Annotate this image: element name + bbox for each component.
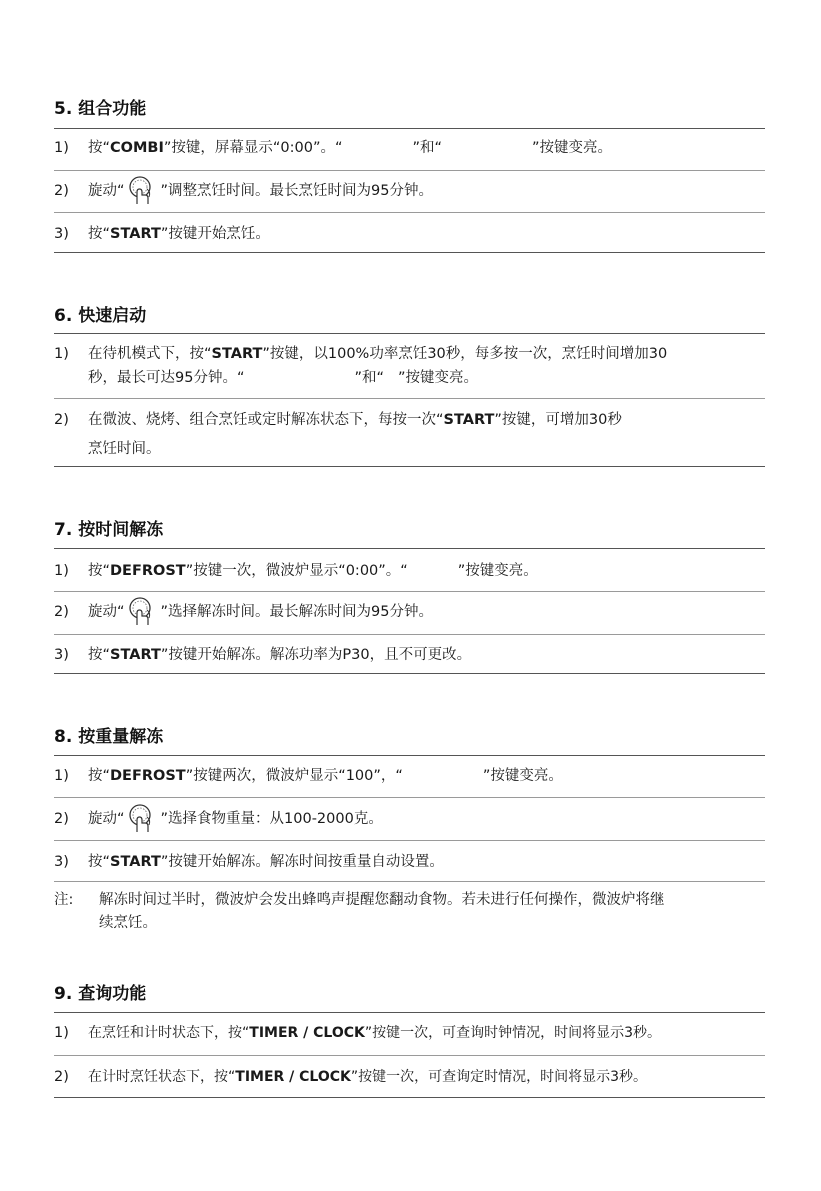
s9-item-1-num: 1)	[54, 1025, 69, 1041]
divider	[54, 673, 765, 674]
s7-item-3: 按“START”按键开始解冻。解冻功率为P30，且不可更改。	[88, 647, 472, 663]
divider	[54, 634, 765, 635]
timer-clock-key-label: TIMER / CLOCK	[249, 1025, 365, 1041]
s6-item-1-num: 1)	[54, 346, 69, 362]
s5-item-2-num: 2)	[54, 183, 69, 199]
s7-item-2: 旋动“ ”选择解冻时间。最长解冻时间为95分钟。	[88, 601, 433, 623]
divider	[54, 1012, 765, 1013]
s8-item-3: 按“START”按键开始解冻。解冻时间按重量自动设置。	[88, 854, 444, 870]
s8-item-3-num: 3)	[54, 854, 69, 870]
divider	[54, 212, 765, 213]
defrost-key-label: DEFROST	[110, 768, 186, 784]
defrost-key-label: DEFROST	[110, 563, 186, 579]
section-6-title: 6. 快速启动	[54, 306, 147, 326]
s5-item-1-num: 1)	[54, 140, 69, 156]
divider	[54, 333, 765, 334]
divider	[54, 398, 765, 399]
s8-item-2-num: 2)	[54, 811, 69, 827]
divider	[54, 548, 765, 549]
divider	[54, 128, 765, 129]
s9-item-1: 在烹饪和计时状态下，按“TIMER / CLOCK”按键一次，可查询时钟情况，时间将显示3秒。	[88, 1025, 662, 1041]
start-key-label: START	[211, 346, 263, 362]
s8-item-1: 按“DEFROST”按键两次，微波炉显示“100”，“ ”按键变亮。	[88, 768, 563, 784]
divider	[54, 840, 765, 841]
section-5-title: 5. 组合功能	[54, 99, 147, 119]
divider	[54, 1055, 765, 1056]
s7-item-1: 按“DEFROST”按键一次，微波炉显示“0:00”。“ ”按键变亮。	[88, 563, 538, 579]
section-9-title: 9. 查询功能	[54, 984, 147, 1004]
s6-item-2: 在微波、烧烤、组合烹饪或定时解冻状态下，每按一次“START”按键，可增加30秒	[88, 412, 622, 428]
start-key-label: START	[110, 226, 161, 242]
s7-item-2-num: 2)	[54, 604, 69, 620]
combi-key-label: COMBI	[110, 140, 164, 156]
start-key-label: START	[110, 647, 161, 663]
divider	[54, 252, 765, 253]
s9-item-2-num: 2)	[54, 1069, 69, 1085]
s8-item-1-num: 1)	[54, 768, 69, 784]
section-7-title: 7. 按时间解冻	[54, 520, 164, 540]
rotary-knob-icon	[125, 175, 161, 205]
s8-note-label: 注:	[54, 892, 74, 908]
s8-item-2: 旋动“ ”选择食物重量：从100-2000克。	[88, 808, 383, 830]
s8-note-line2: 续烹饪。	[99, 915, 157, 931]
divider	[54, 591, 765, 592]
divider	[54, 466, 765, 467]
timer-clock-key-label: TIMER / CLOCK	[235, 1069, 351, 1085]
s8-note-line1: 解冻时间过半时，微波炉会发出蜂鸣声提醒您翻动食物。若未进行任何操作，微波炉将继	[99, 892, 665, 908]
divider	[54, 170, 765, 171]
divider	[54, 755, 765, 756]
s9-item-2: 在计时烹饪状态下，按“TIMER / CLOCK”按键一次，可查询定时情况，时间将显示3秒。	[88, 1069, 648, 1085]
divider	[54, 1097, 765, 1098]
s6-item-1: 在待机模式下，按“START”按键，以100%功率烹饪30秒，每多按一次，烹饪时间增加30	[88, 346, 668, 362]
s6-item-1-line2: 秒，最长可达95分钟。“ ”和“ ”按键变亮。	[88, 370, 479, 386]
rotary-knob-icon	[125, 803, 161, 833]
start-key-label: START	[443, 412, 495, 428]
s7-item-3-num: 3)	[54, 647, 69, 663]
s5-item-3-num: 3)	[54, 226, 69, 242]
s5-item-1: 按“COMBI”按键，屏幕显示“0:00”。“ ”和“ ”按键变亮。	[88, 140, 613, 156]
s7-item-1-num: 1)	[54, 563, 69, 579]
s5-item-3: 按“START”按键开始烹饪。	[88, 226, 270, 242]
divider	[54, 797, 765, 798]
s6-item-2-num: 2)	[54, 412, 69, 428]
rotary-knob-icon	[125, 596, 161, 626]
s6-item-2-line2: 烹饪时间。	[88, 441, 161, 457]
divider	[54, 881, 765, 882]
s5-item-2: 旋动“ ”调整烹饪时间。最长烹饪时间为95分钟。	[88, 180, 433, 202]
section-8-title: 8. 按重量解冻	[54, 727, 164, 747]
start-key-label: START	[110, 854, 161, 870]
